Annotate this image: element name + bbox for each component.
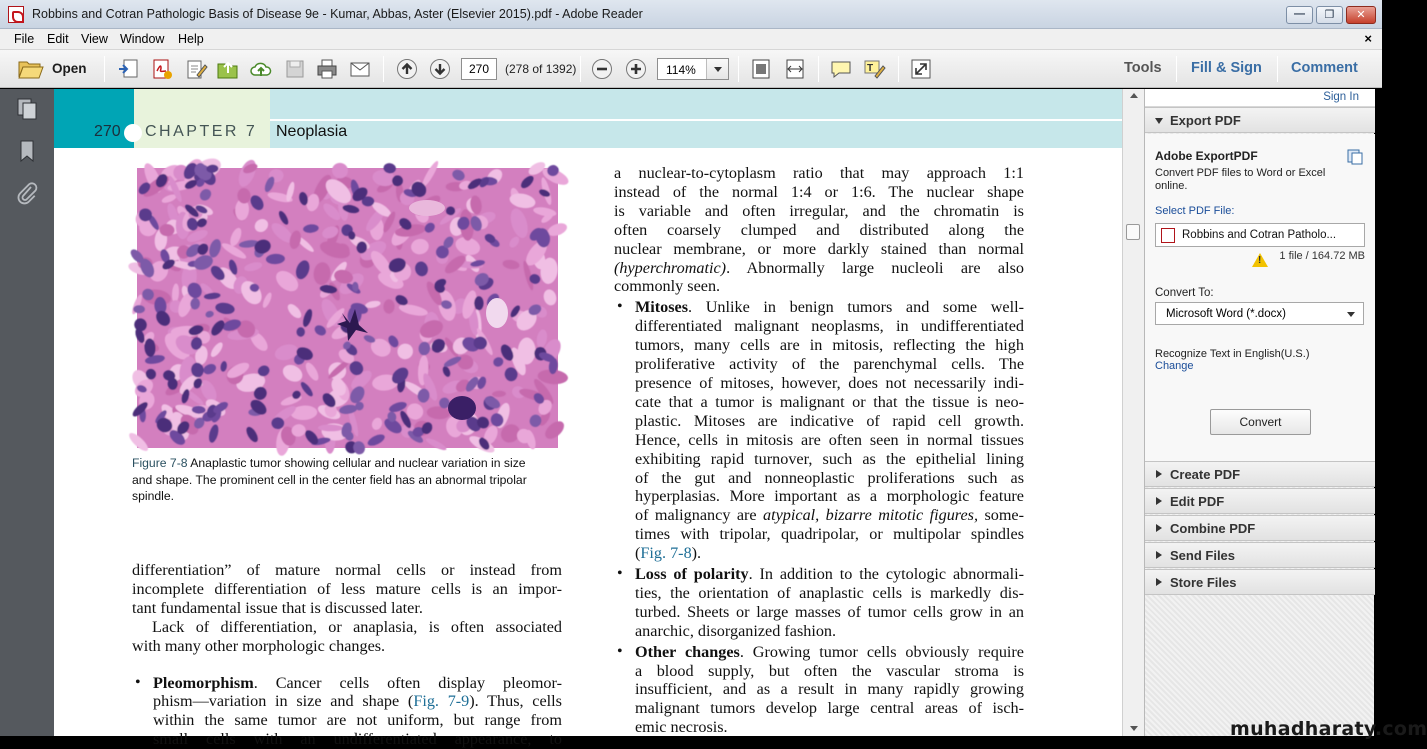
create-pdf-header[interactable]: Create PDF: [1145, 461, 1375, 487]
chevron-right-icon: [1156, 524, 1162, 532]
full-screen-icon[interactable]: [910, 58, 932, 80]
export-pdf-panel: [1145, 134, 1375, 462]
tools-pane: [1144, 89, 1374, 736]
adobe-reader-icon: [8, 6, 24, 23]
close-button[interactable]: ✕: [1346, 6, 1376, 24]
create-pdf-icon[interactable]: [118, 58, 140, 80]
figure-label: Figure 7-8: [132, 456, 188, 470]
open-button[interactable]: Open: [52, 61, 87, 76]
chevron-right-icon: [1156, 497, 1162, 505]
menu-window[interactable]: Window: [120, 32, 165, 46]
page-number-input[interactable]: [461, 58, 497, 80]
document-view[interactable]: [54, 89, 1122, 749]
scroll-thumb[interactable]: [1126, 224, 1140, 240]
zoom-select[interactable]: [657, 58, 729, 80]
page-count: (278 of 1392): [505, 62, 577, 76]
export-pdf-title: Adobe ExportPDF: [1155, 149, 1258, 163]
zoom-out-icon[interactable]: [591, 58, 613, 80]
share-folder-icon[interactable]: [217, 58, 239, 80]
change-language-link[interactable]: Change: [1155, 360, 1194, 372]
format-select[interactable]: Microsoft Word (*.docx): [1155, 302, 1364, 325]
chapter-label: CHAPTER 7: [145, 123, 258, 140]
toolbar: [0, 50, 1382, 88]
list-item: • Other changes. Growing tumor cells obviously require a blood supply, but often the vascular stroma is insufficient, and as a result in many rapidly growing malignant tumors develop large central areas of isch- emic necrosis.: [617, 642, 1024, 737]
left-column-text: differentiation” of mature normal cells or instead from incomplete differentiation of less mature cells is an impor- tant fundamental issue that is discussed later. Lack of differentiation, or anaplasia, is often associated with many other morphologic changes. • Pleomorphism. Cancer cells often display pleomor- phism—variation in size and shape (Fig. 7-9). Thus, cells within the same tumor are not uniform, but range from small cells with an undifferentiated appearance, to: [132, 561, 562, 749]
combine-pdf-header[interactable]: Combine PDF: [1145, 515, 1375, 541]
list-item: • Mitoses. Unlike in benign tumors and some well- differentiated malignant neoplasms, in undifferentiated tumors, many cells are in mitosis, reflecting the high proliferative activity of the parenchymal cells. The presence of mitoses, however, does not necessarily indi- cate that a tumor is malignant or that the tissue is neo- plastic. Mitoses are indicative of rapid cell growth. Hence, cells in mitosis are often seen in normal tissues exhibiting rapid turnover, such as the epithelial lining of the gut and nonneoplastic proliferations such as hyperplasias. More important as a morphologic feature of malignancy are atypical, bizarre mitotic figures, some- times with tripolar, quadripolar, or multipolar spindles (Fig. 7-8).: [617, 298, 1025, 563]
window-title: Robbins and Cotran Pathologic Basis of Disease 9e - Kumar, Abbas, Aster (Elsevier 2015).pdf - Adobe Reader: [32, 7, 643, 21]
menu-bar: [0, 29, 1382, 50]
edit-document-icon[interactable]: [185, 58, 207, 80]
attachments-icon[interactable]: [15, 181, 39, 205]
fill-sign-panel-button[interactable]: Fill & Sign: [1191, 60, 1262, 76]
ocr-language-label: Recognize Text in English(U.S.): [1155, 348, 1310, 360]
document-close-button[interactable]: ×: [1364, 31, 1372, 46]
pdf-file-icon: [1161, 228, 1175, 243]
menu-file[interactable]: File: [14, 32, 35, 46]
right-column-text: a nuclear-to-cytoplasm ratio that may approach 1:1 instead of the normal 1:4 or 1:6. The nuclear shape is variable and often irregular, and the chromatin is often coarsely clumped and distributed along the nuclear membrane, or more darkly stained than normal (hyperchromatic). Abnormally large nucleoli are also commonly seen. • Mitoses. Unlike in benign tumors and some well- differentiated malignant neoplasms, in undifferentiated tumors, many cells are in mitosis, reflecting the high proliferative activity of the parenchymal cells. The presence of mitoses, however, does not necessarily indi- cate that a tumor is malignant or that the tissue is neo- plastic. Mitoses are indicative of rapid cell growth. Hence, cells in mitosis are often seen in normal tissues exhibiting rapid turnover, such as the epithelial lining of the gut and nonneoplastic proliferations such as hyperplasias. More important as a morphologic feature of malignancy are atypical, bizarre mitotic figures, some- times with tripolar, quadripolar, or multipolar spindles (Fig. 7-8). • Loss of polarity. In addition to the cytologic abnormali- ties, the orientation of anaplastic cells is markedly dis- turbed. Sheets or large masses of tumor cells grow in an anarchic, disorganized fashion. • Other changes. Growing tumor cells obviously require a blood supply, but often the vascular stroma is insufficient, and as a result in many rapidly growing malignant tumors develop large central areas of isch- emic necrosis.: [614, 164, 1025, 737]
micrograph-figure: [137, 168, 558, 448]
export-pdf-header[interactable]: Export PDF: [1145, 107, 1375, 133]
print-icon[interactable]: [316, 58, 338, 80]
edit-pdf-header[interactable]: Edit PDF: [1145, 488, 1375, 514]
save-icon[interactable]: [284, 58, 306, 80]
chevron-down-icon: [1155, 118, 1163, 124]
zoom-value: 114%: [666, 63, 696, 77]
store-files-header[interactable]: Store Files: [1145, 569, 1375, 595]
list-item: • Loss of polarity. In addition to the cytologic abnormali- ties, the orientation of anaplastic cells is markedly dis- turbed. Sheets or large masses of tumor cells grow in an anarchic, disorganized fashion.: [617, 565, 1024, 640]
zoom-in-icon[interactable]: [625, 58, 647, 80]
fit-width-icon[interactable]: [784, 58, 806, 80]
title-bar: [0, 0, 1382, 29]
export-service-icon[interactable]: [1346, 148, 1364, 166]
sign-in-link[interactable]: Sign In: [1323, 91, 1359, 103]
sticky-note-icon[interactable]: [830, 58, 852, 80]
convert-to-label: Convert To:: [1155, 287, 1214, 299]
scroll-down-icon[interactable]: [1130, 726, 1138, 731]
highlight-text-icon[interactable]: [863, 58, 885, 80]
navigation-pane: [0, 89, 54, 736]
selected-file-field[interactable]: Robbins and Cotran Patholo...: [1155, 223, 1365, 247]
export-description: Convert PDF files to Word or Excel online.: [1155, 167, 1326, 192]
chevron-right-icon: [1156, 551, 1162, 559]
figure-caption: Figure 7-8 Anaplastic tumor showing cellular and nuclear variation in size and shape. The prominent cell in the center field has an abnormal tripolar spindle.: [132, 456, 527, 503]
upload-cloud-icon[interactable]: [250, 58, 272, 80]
watermark-text: muhadharaty.com: [1230, 718, 1427, 740]
restore-button[interactable]: ❐: [1316, 6, 1343, 24]
bookmarks-icon[interactable]: [15, 139, 39, 163]
chevron-right-icon: [1156, 578, 1162, 586]
menu-view[interactable]: View: [81, 32, 108, 46]
previous-page-icon[interactable]: [396, 58, 418, 80]
menu-edit[interactable]: Edit: [47, 32, 69, 46]
scroll-up-icon[interactable]: [1130, 93, 1138, 98]
chapter-title: Neoplasia: [276, 123, 348, 140]
warning-icon: [1252, 253, 1268, 267]
window-controls: [1286, 6, 1376, 24]
file-size-info: 1 file / 164.72 MB: [1279, 250, 1365, 262]
select-file-label: Select PDF File:: [1155, 205, 1235, 217]
next-page-icon[interactable]: [429, 58, 451, 80]
chevron-right-icon: [1156, 470, 1162, 478]
tools-panel-button[interactable]: Tools: [1124, 60, 1162, 76]
minimize-button[interactable]: —: [1286, 6, 1313, 24]
svg-text:T: T: [867, 63, 874, 74]
email-icon[interactable]: [349, 58, 371, 80]
page-header-number: 270: [94, 123, 121, 140]
comment-panel-button[interactable]: Comment: [1291, 60, 1358, 76]
chevron-down-icon: [1347, 312, 1355, 317]
fit-page-icon[interactable]: [750, 58, 772, 80]
open-folder-icon[interactable]: [18, 58, 44, 80]
send-files-header[interactable]: Send Files: [1145, 542, 1375, 568]
pdf-file-icon[interactable]: [151, 58, 173, 80]
chevron-down-icon[interactable]: [706, 59, 728, 79]
page-thumbnails-icon[interactable]: [15, 97, 39, 121]
vertical-scrollbar[interactable]: [1122, 89, 1144, 736]
convert-button[interactable]: Convert: [1210, 409, 1311, 435]
figure-link[interactable]: Fig. 7-8: [640, 544, 692, 563]
list-item: • Pleomorphism. Cancer cells often display pleomor- phism—variation in size and shape (Fig. 7-9). Thus, cells within the same tumor are not uniform, but range from small cells with an undifferentiated appearance, to: [135, 673, 562, 749]
figure-link[interactable]: Fig. 7-9: [413, 692, 470, 711]
menu-help[interactable]: Help: [178, 32, 204, 46]
